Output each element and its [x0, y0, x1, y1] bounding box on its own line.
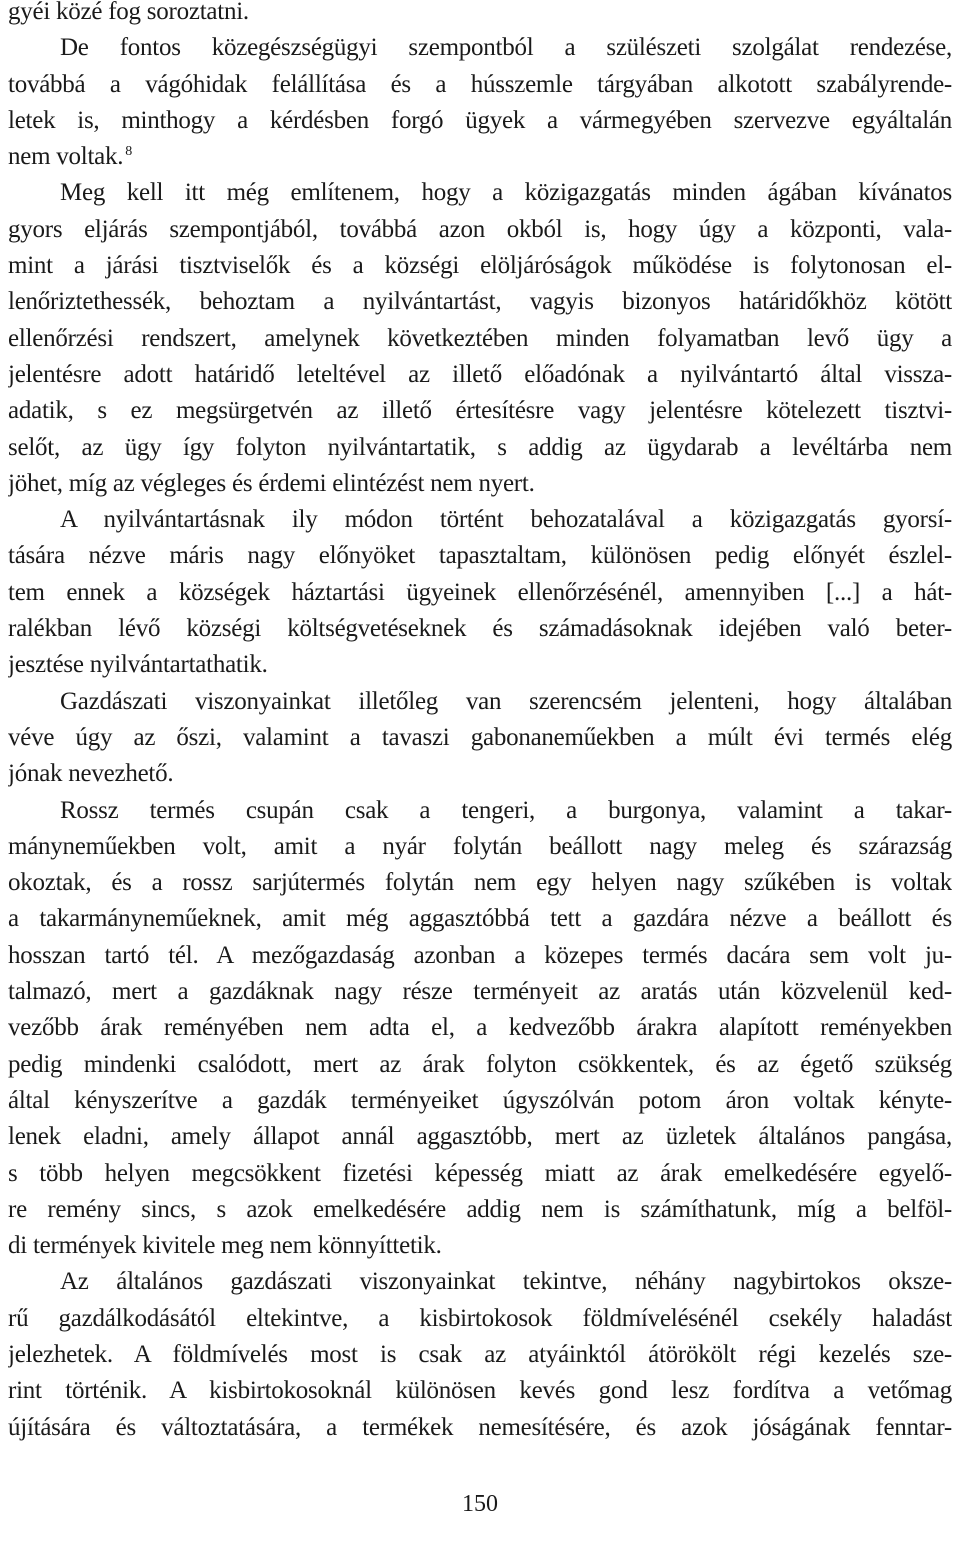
text-line — [8, 393, 952, 429]
text-line-content: nem voltak. — [8, 143, 124, 171]
text-line — [8, 430, 952, 466]
text-line-content: selőt, az ügy így folyton nyilvántartatik, s addig az ügydarab a levéltárba nem — [8, 433, 952, 461]
text-line — [8, 502, 952, 538]
text-line-content: Az általános gazdászati viszonyainkat tekintve, néhány nagybirtokos okszе- — [60, 1268, 952, 1296]
text-line — [8, 212, 952, 248]
text-line — [8, 1192, 952, 1228]
text-line — [8, 1301, 952, 1337]
text-line-content: rű gazdálkodásától eltekintve, a kisbirtokosok földmívelésénél csekély haladást — [8, 1304, 952, 1332]
text-line-content: gyéi közé fog soroztatni. — [8, 0, 249, 25]
text-line — [8, 1047, 952, 1083]
text-line-content: mint a járási tisztviselők és a községi elöljáróságok működése is folytonosan el- — [8, 252, 952, 280]
text-line — [8, 575, 952, 611]
text-line-content: vezőbb árak reményében nem adta el, a kedvezőbb árakra alapított reményekben — [8, 1014, 952, 1042]
text-line — [8, 357, 952, 393]
text-line-content: jónak nevezhető. — [8, 760, 174, 788]
text-line — [8, 1010, 952, 1046]
text-line-content: véve úgy az őszi, valamint a tavaszi gabonaneműekben a múlt évi termés elég — [8, 723, 952, 751]
text-line — [8, 938, 952, 974]
text-line — [8, 1156, 952, 1192]
text-line-content: Rossz termés csupán csak a tengeri, a burgonya, valamint a takar- — [60, 796, 952, 824]
text-line — [8, 103, 952, 139]
page-number: 150 — [462, 1491, 498, 1517]
text-line — [8, 67, 952, 103]
text-line — [8, 901, 952, 937]
text-line-content: jelezhetek. A földmívelés most is csak az atyáinktól átörökölt régi kezelés sze- — [8, 1340, 952, 1368]
text-line-content: lenek eladni, amely állapot annál aggasztóbb, mert az üzletek általános pangása, — [8, 1123, 952, 1151]
text-line-content: De fontos közegészségügyi szempontból a szülészeti szolgálat rendezése, — [60, 34, 952, 62]
text-line — [8, 248, 952, 284]
text-line — [8, 284, 952, 320]
text-line-content: ralékban lévő községi költségvetéseknek és számadásoknak idejében való beter- — [8, 615, 952, 643]
text-line — [8, 1119, 952, 1155]
text-line-content: ellenőrzési rendszert, amelynek következtében minden folyamatban levő ügy a — [8, 324, 952, 352]
text-line — [8, 321, 952, 357]
text-line-content: A nyilvántartásnak ily módon történt behozatalával a közigazgatás gyorsí- — [60, 506, 952, 534]
text-line-content: mányneműekben volt, amit a nyár folytán beállott nagy meleg és szárazság — [8, 832, 952, 860]
text-line — [8, 829, 952, 865]
text-line — [8, 974, 952, 1010]
text-line-content: okoztak, és a rossz sarjútermés folytán nem egy helyen nagy szűkében is voltak — [8, 869, 952, 897]
text-line — [8, 684, 952, 720]
text-line-content: lenőriztethessék, behoztam a nyilvántartást, vagyis bizonyos határidőkhöz kötött — [8, 288, 952, 316]
text-line-content: jöhet, míg az végleges és érdemi elintézést nem nyert. — [8, 469, 535, 497]
text-line — [8, 793, 952, 829]
text-line — [8, 647, 952, 683]
text-line-content: adatik, s ez megsürgetvén az illető értesítésre vagy jelentésre kötelezett tisztvi- — [8, 397, 952, 425]
body-text — [8, 0, 952, 1446]
text-line — [8, 1410, 952, 1446]
text-line-content: pedig mindenki csalódott, mert az árak folyton csökkentek, és az égető szükség — [8, 1050, 952, 1078]
text-line-content: letek is, minthogy a kérdésben forgó ügyek a vármegyében szervezve egyáltalán — [8, 106, 952, 134]
text-line-content: s több helyen megcsökkent fizetési képesség miatt az árak emelkedésére egyelő- — [8, 1159, 952, 1187]
text-line-content: a takarmányneműeknek, amit még aggasztóbbá tett a gazdára nézve a beállott és — [8, 905, 952, 933]
text-line — [8, 1373, 952, 1409]
text-line — [8, 139, 952, 175]
text-line — [8, 865, 952, 901]
text-line — [8, 538, 952, 574]
text-line — [8, 466, 952, 502]
text-line-content: jelentésre adott határidő leteltével az illető előadónak a nyilvántartó által vissza- — [8, 360, 952, 388]
text-line — [8, 1264, 952, 1300]
footnote-reference[interactable]: 8 — [125, 144, 133, 160]
text-line-content: talmazó, mert a gazdáknak nagy része terményeit az aratás után közvelenül ked- — [8, 978, 952, 1006]
text-line-content: által kényszerítve a gazdák terményeiket úgyszólván potom áron voltak kénytе- — [8, 1086, 952, 1114]
text-line-content: rint történik. A kisbirtokosoknál különösen kevés gond lesz fordítva a vetőmag — [8, 1377, 952, 1405]
text-line-content: jesztése nyilvántartathatik. — [8, 651, 268, 679]
text-line-content: di termények kivitele meg nem könnyíttetik. — [8, 1232, 442, 1260]
text-line-content: továbbá a vágóhidak felállítása és a hússzemle tárgyában alkotott szabályrende- — [8, 70, 952, 98]
text-line-content: hosszan tartó tél. A mezőgazdaság azonban a közepes termés dacára sem volt ju- — [8, 941, 952, 969]
text-line — [8, 30, 952, 66]
text-line-content: Gazdászati viszonyainkat illetőleg van szerencsém jelenteni, hogy általában — [60, 687, 952, 715]
text-line-content: tására nézve máris nagy előnyöket tapasztaltam, különösen pedig előnyét észlel- — [8, 542, 952, 570]
text-line-content: tem ennek a községek háztartási ügyeinek ellenőrzésénél, amennyiben [...] a hát- — [8, 578, 952, 606]
text-line — [8, 720, 952, 756]
text-line — [8, 756, 952, 792]
text-line — [8, 1083, 952, 1119]
text-line — [8, 611, 952, 647]
text-line-content: Meg kell itt még említenem, hogy a közigazgatás minden ágában kívánatos — [60, 179, 952, 207]
text-line-content: újítására és változtatására, a termékek nemesítésére, és azok jóságának fenntar- — [8, 1413, 952, 1441]
text-line-content: re remény sincs, s azok emelkedésére addig nem is számíthatunk, míg a belföl- — [8, 1195, 952, 1223]
text-line-content: gyors eljárás szempontjából, továbbá azon okból is, hogy úgy a központi, vala- — [8, 215, 952, 243]
text-line — [8, 1337, 952, 1373]
text-line — [8, 175, 952, 211]
text-line — [8, 0, 952, 30]
text-line — [8, 1228, 952, 1264]
